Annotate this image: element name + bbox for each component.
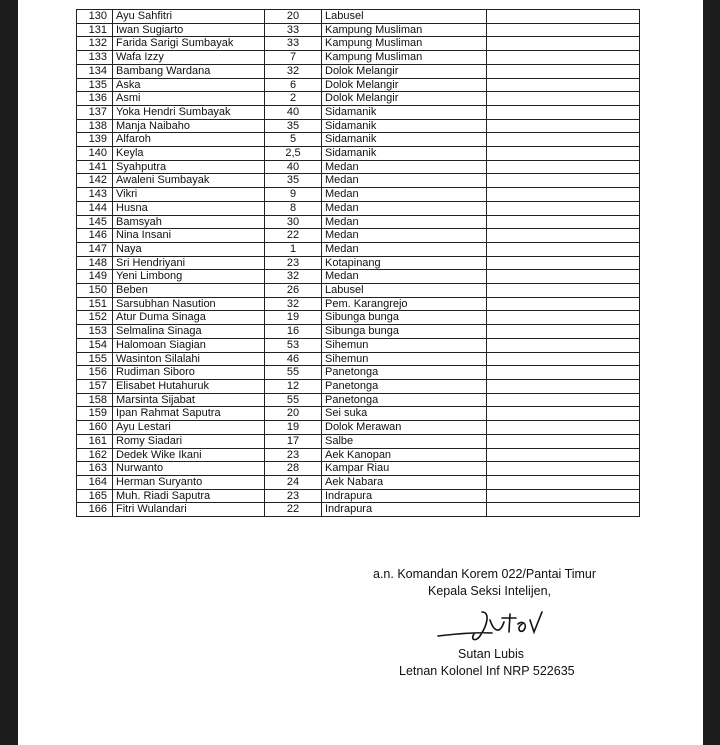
empty-cell — [487, 160, 640, 174]
row-number: 161 — [77, 434, 113, 448]
empty-cell — [487, 23, 640, 37]
row-number: 147 — [77, 242, 113, 256]
person-name: Nina Insani — [113, 229, 265, 243]
empty-cell — [487, 78, 640, 92]
table-row — [77, 78, 640, 92]
person-location: Panetonga — [322, 379, 487, 393]
empty-cell — [487, 51, 640, 65]
signatory-name: Sutan Lubis — [458, 647, 525, 661]
table-row — [77, 407, 640, 421]
person-age: 8 — [265, 201, 322, 215]
empty-cell — [487, 379, 640, 393]
empty-cell — [487, 119, 640, 133]
person-age: 22 — [265, 503, 322, 517]
person-age: 2,5 — [265, 147, 322, 161]
table-row — [77, 51, 640, 65]
empty-cell — [487, 325, 640, 339]
row-number: 140 — [77, 147, 113, 161]
person-location: Labusel — [322, 10, 487, 24]
person-age: 40 — [265, 105, 322, 119]
person-name: Bamsyah — [113, 215, 265, 229]
person-name: Vikri — [113, 188, 265, 202]
person-name: Bambang Wardana — [113, 64, 265, 78]
person-age: 7 — [265, 51, 322, 65]
person-name: Wasinton Silalahi — [113, 352, 265, 366]
table-row — [77, 270, 640, 284]
row-number: 151 — [77, 297, 113, 311]
row-number: 145 — [77, 215, 113, 229]
person-location: Sibunga bunga — [322, 325, 487, 339]
person-name: Herman Suryanto — [113, 475, 265, 489]
row-number: 135 — [77, 78, 113, 92]
person-age: 5 — [265, 133, 322, 147]
person-location: Sidamanik — [322, 147, 487, 161]
table-row — [77, 434, 640, 448]
person-name: Wafa Izzy — [113, 51, 265, 65]
empty-cell — [487, 462, 640, 476]
row-number: 149 — [77, 270, 113, 284]
empty-cell — [487, 215, 640, 229]
person-name: Awaleni Sumbayak — [113, 174, 265, 188]
empty-cell — [487, 229, 640, 243]
empty-cell — [487, 393, 640, 407]
table-body — [77, 10, 640, 517]
person-location: Medan — [322, 201, 487, 215]
person-age: 32 — [265, 297, 322, 311]
person-age: 35 — [265, 119, 322, 133]
table-row — [77, 188, 640, 202]
person-location: Kotapinang — [322, 256, 487, 270]
person-age: 20 — [265, 407, 322, 421]
table-row — [77, 119, 640, 133]
person-age: 33 — [265, 23, 322, 37]
person-name: Farida Sarigi Sumbayak — [113, 37, 265, 51]
person-name: Alfaroh — [113, 133, 265, 147]
table-row — [77, 256, 640, 270]
empty-cell — [487, 174, 640, 188]
row-number: 159 — [77, 407, 113, 421]
person-name: Iwan Sugiarto — [113, 23, 265, 37]
empty-cell — [487, 270, 640, 284]
table-row — [77, 215, 640, 229]
empty-cell — [487, 489, 640, 503]
person-age: 26 — [265, 284, 322, 298]
table-row — [77, 448, 640, 462]
person-age: 55 — [265, 393, 322, 407]
person-age: 55 — [265, 366, 322, 380]
table-row — [77, 325, 640, 339]
person-age: 16 — [265, 325, 322, 339]
person-location: Sibunga bunga — [322, 311, 487, 325]
empty-cell — [487, 352, 640, 366]
row-number: 155 — [77, 352, 113, 366]
person-name: Naya — [113, 242, 265, 256]
empty-cell — [487, 297, 640, 311]
person-location: Medan — [322, 160, 487, 174]
row-number: 165 — [77, 489, 113, 503]
person-age: 30 — [265, 215, 322, 229]
row-number: 146 — [77, 229, 113, 243]
person-name: Muh. Riadi Saputra — [113, 489, 265, 503]
person-age: 32 — [265, 64, 322, 78]
person-age: 22 — [265, 229, 322, 243]
person-age: 28 — [265, 462, 322, 476]
empty-cell — [487, 105, 640, 119]
person-location: Labusel — [322, 284, 487, 298]
person-location: Dolok Melangir — [322, 78, 487, 92]
person-name: Nurwanto — [113, 462, 265, 476]
person-location: Aek Nabara — [322, 475, 487, 489]
table-row — [77, 366, 640, 380]
person-location: Sidamanik — [322, 119, 487, 133]
person-location: Kampung Musliman — [322, 23, 487, 37]
row-number: 144 — [77, 201, 113, 215]
row-number: 156 — [77, 366, 113, 380]
empty-cell — [487, 92, 640, 106]
table-row — [77, 105, 640, 119]
row-number: 166 — [77, 503, 113, 517]
row-number: 137 — [77, 105, 113, 119]
row-number: 142 — [77, 174, 113, 188]
person-age: 17 — [265, 434, 322, 448]
person-name: Ipan Rahmat Saputra — [113, 407, 265, 421]
person-location: Medan — [322, 174, 487, 188]
person-name: Keyla — [113, 147, 265, 161]
row-number: 162 — [77, 448, 113, 462]
table-row — [77, 393, 640, 407]
person-age: 24 — [265, 475, 322, 489]
person-location: Sei suka — [322, 407, 487, 421]
person-age: 35 — [265, 174, 322, 188]
person-name: Sarsubhan Nasution — [113, 297, 265, 311]
refugee-list-table — [76, 9, 640, 517]
empty-cell — [487, 10, 640, 24]
empty-cell — [487, 475, 640, 489]
table-row — [77, 284, 640, 298]
table-row — [77, 23, 640, 37]
person-location: Medan — [322, 215, 487, 229]
person-name: Asmi — [113, 92, 265, 106]
signatory-position: Kepala Seksi Intelijen, — [428, 584, 551, 598]
person-location: Dolok Melangir — [322, 64, 487, 78]
empty-cell — [487, 503, 640, 517]
person-name: Syahputra — [113, 160, 265, 174]
person-age: 12 — [265, 379, 322, 393]
table-row — [77, 92, 640, 106]
person-name: Ayu Lestari — [113, 421, 265, 435]
person-location: Indrapura — [322, 489, 487, 503]
table-row — [77, 64, 640, 78]
person-name: Sri Hendriyani — [113, 256, 265, 270]
row-number: 139 — [77, 133, 113, 147]
table-row — [77, 379, 640, 393]
person-name: Halomoan Siagian — [113, 338, 265, 352]
empty-cell — [487, 147, 640, 161]
person-name: Ayu Sahfitri — [113, 10, 265, 24]
signatory-rank: Letnan Kolonel Inf NRP 522635 — [399, 664, 575, 678]
person-location: Kampung Musliman — [322, 51, 487, 65]
person-age: 19 — [265, 421, 322, 435]
empty-cell — [487, 284, 640, 298]
table-row — [77, 489, 640, 503]
empty-cell — [487, 37, 640, 51]
table-row — [77, 37, 640, 51]
row-number: 134 — [77, 64, 113, 78]
person-age: 23 — [265, 256, 322, 270]
person-age: 20 — [265, 10, 322, 24]
person-location: Salbe — [322, 434, 487, 448]
person-location: Medan — [322, 270, 487, 284]
empty-cell — [487, 448, 640, 462]
table-row — [77, 338, 640, 352]
row-number: 157 — [77, 379, 113, 393]
person-name: Aska — [113, 78, 265, 92]
empty-cell — [487, 338, 640, 352]
empty-cell — [487, 421, 640, 435]
person-name: Husna — [113, 201, 265, 215]
row-number: 153 — [77, 325, 113, 339]
empty-cell — [487, 366, 640, 380]
row-number: 141 — [77, 160, 113, 174]
person-name: Beben — [113, 284, 265, 298]
row-number: 163 — [77, 462, 113, 476]
row-number: 133 — [77, 51, 113, 65]
person-location: Panetonga — [322, 366, 487, 380]
person-age: 6 — [265, 78, 322, 92]
table-row — [77, 160, 640, 174]
table-row — [77, 462, 640, 476]
person-location: Panetonga — [322, 393, 487, 407]
row-number: 132 — [77, 37, 113, 51]
person-name: Marsinta Sijabat — [113, 393, 265, 407]
handwritten-signature — [430, 606, 550, 648]
row-number: 164 — [77, 475, 113, 489]
table-row — [77, 201, 640, 215]
person-location: Kampar Riau — [322, 462, 487, 476]
row-number: 143 — [77, 188, 113, 202]
table-row — [77, 475, 640, 489]
row-number: 136 — [77, 92, 113, 106]
empty-cell — [487, 188, 640, 202]
person-name: Romy Siadari — [113, 434, 265, 448]
empty-cell — [487, 242, 640, 256]
table-row — [77, 421, 640, 435]
document-page — [18, 0, 703, 745]
person-age: 19 — [265, 311, 322, 325]
table-row — [77, 297, 640, 311]
table-row — [77, 133, 640, 147]
row-number: 158 — [77, 393, 113, 407]
person-age: 33 — [265, 37, 322, 51]
person-name: Yoka Hendri Sumbayak — [113, 105, 265, 119]
table-row — [77, 311, 640, 325]
table-row — [77, 147, 640, 161]
person-location: Sihemun — [322, 338, 487, 352]
person-age: 53 — [265, 338, 322, 352]
person-name: Elisabet Hutahuruk — [113, 379, 265, 393]
row-number: 150 — [77, 284, 113, 298]
empty-cell — [487, 133, 640, 147]
person-name: Rudiman Siboro — [113, 366, 265, 380]
person-location: Aek Kanopan — [322, 448, 487, 462]
person-name: Manja Naibaho — [113, 119, 265, 133]
person-name: Atur Duma Sinaga — [113, 311, 265, 325]
empty-cell — [487, 256, 640, 270]
table-row — [77, 10, 640, 24]
table-row — [77, 174, 640, 188]
row-number: 131 — [77, 23, 113, 37]
person-name: Selmalina Sinaga — [113, 325, 265, 339]
person-location: Medan — [322, 229, 487, 243]
row-number: 160 — [77, 421, 113, 435]
person-age: 23 — [265, 448, 322, 462]
person-location: Indrapura — [322, 503, 487, 517]
person-age: 23 — [265, 489, 322, 503]
person-location: Sihemun — [322, 352, 487, 366]
person-location: Pem. Karangrejo — [322, 297, 487, 311]
person-age: 32 — [265, 270, 322, 284]
table-row — [77, 352, 640, 366]
person-age: 1 — [265, 242, 322, 256]
row-number: 154 — [77, 338, 113, 352]
person-location: Dolok Melangir — [322, 92, 487, 106]
person-location: Dolok Merawan — [322, 421, 487, 435]
person-location: Kampung Musliman — [322, 37, 487, 51]
table-row — [77, 503, 640, 517]
person-name: Fitri Wulandari — [113, 503, 265, 517]
empty-cell — [487, 407, 640, 421]
person-age: 46 — [265, 352, 322, 366]
empty-cell — [487, 311, 640, 325]
person-location: Sidamanik — [322, 105, 487, 119]
person-age: 9 — [265, 188, 322, 202]
table-row — [77, 242, 640, 256]
empty-cell — [487, 64, 640, 78]
person-name: Yeni Limbong — [113, 270, 265, 284]
row-number: 148 — [77, 256, 113, 270]
person-age: 40 — [265, 160, 322, 174]
person-age: 2 — [265, 92, 322, 106]
empty-cell — [487, 201, 640, 215]
person-name: Dedek Wike Ikani — [113, 448, 265, 462]
row-number: 152 — [77, 311, 113, 325]
empty-cell — [487, 434, 640, 448]
row-number: 138 — [77, 119, 113, 133]
table-row — [77, 229, 640, 243]
person-location: Medan — [322, 188, 487, 202]
person-location: Sidamanik — [322, 133, 487, 147]
row-number: 130 — [77, 10, 113, 24]
signatory-office: a.n. Komandan Korem 022/Pantai Timur — [373, 567, 597, 581]
person-location: Medan — [322, 242, 487, 256]
